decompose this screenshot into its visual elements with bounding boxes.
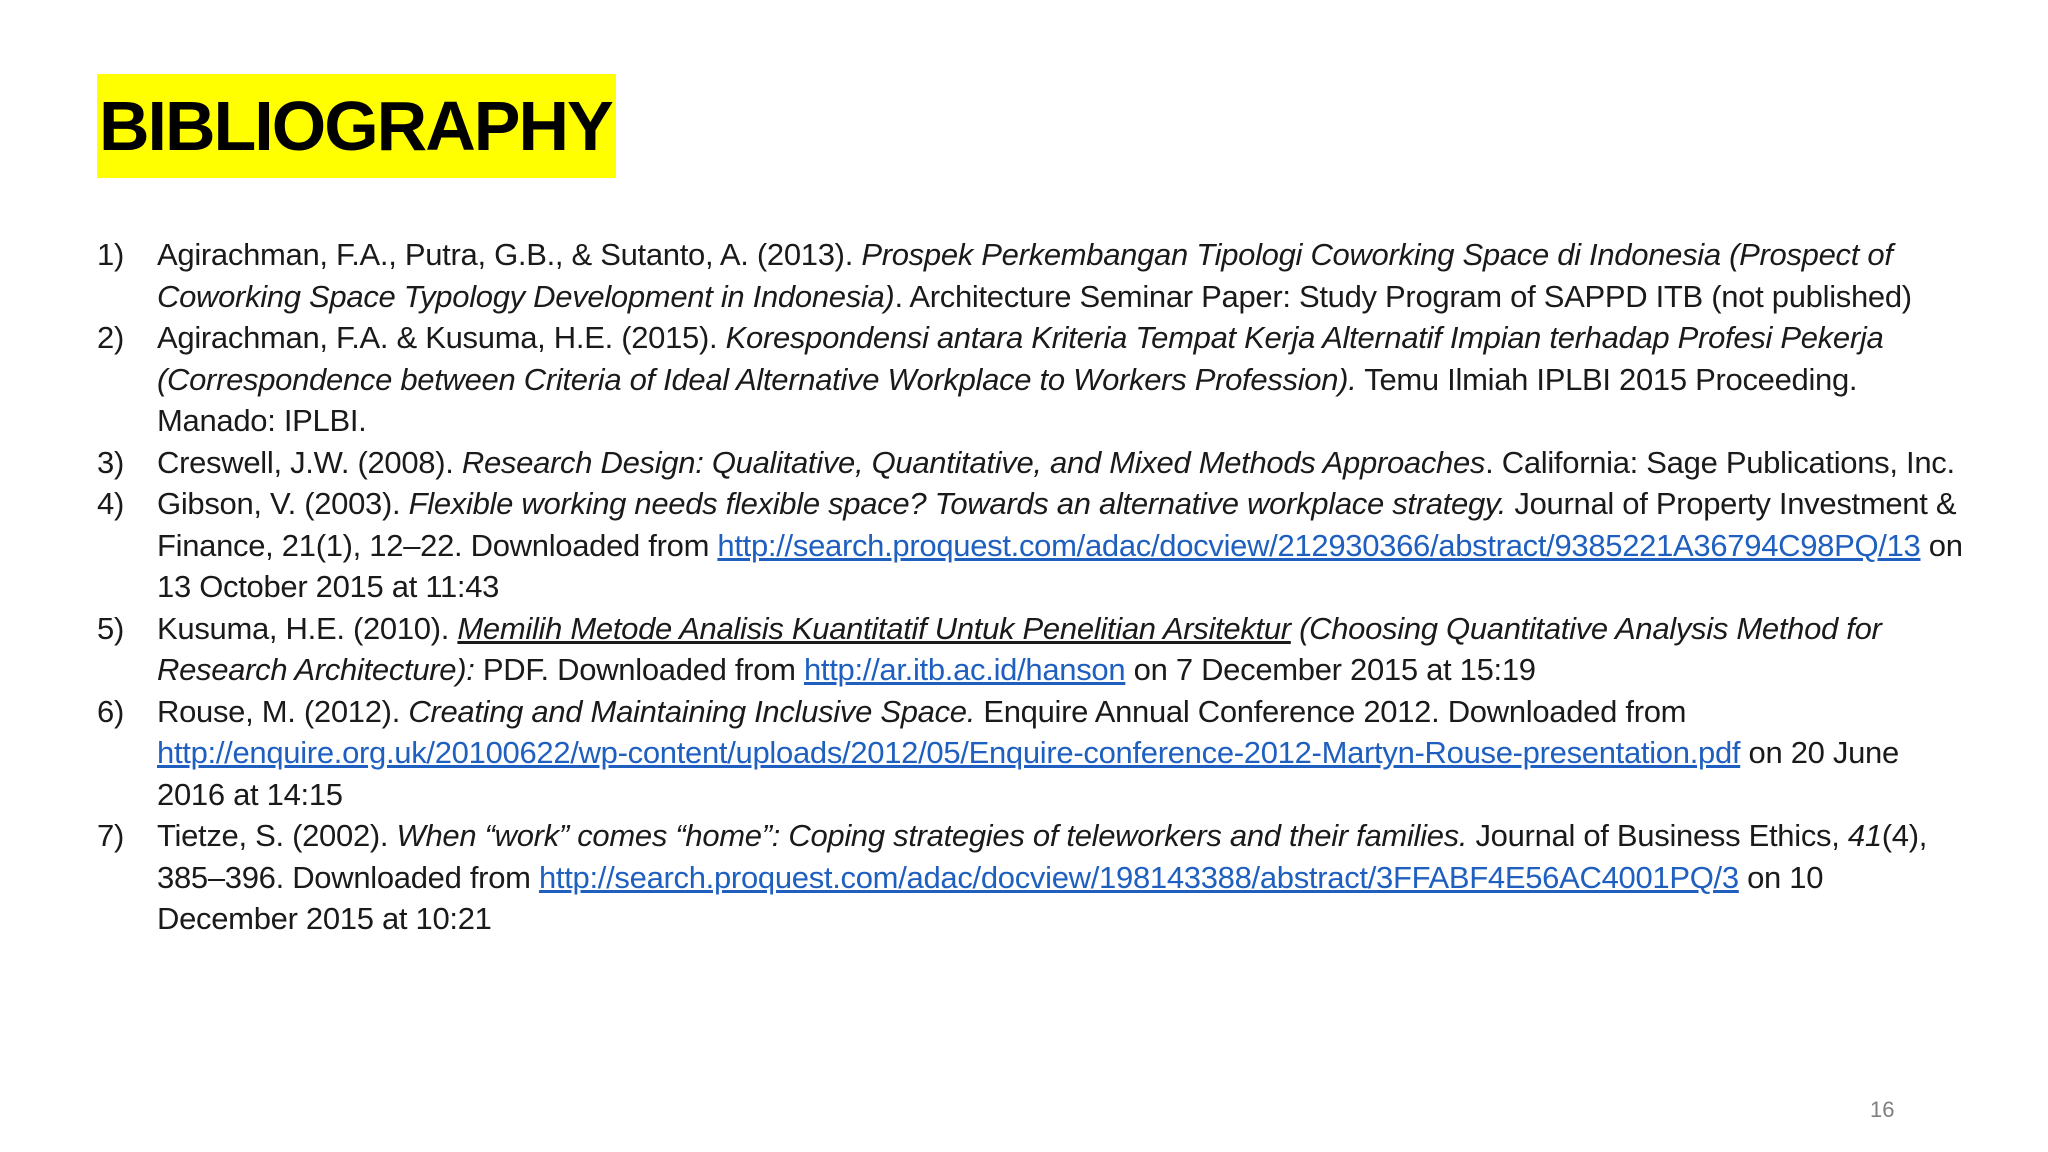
reference-number: 1) [97, 237, 124, 272]
title-highlight [97, 74, 616, 178]
reference-number: 4) [97, 486, 124, 521]
reference-title: (Choosing Quantitative Analysis Method for Research Architecture): [157, 610, 1882, 687]
reference-list [97, 234, 1967, 940]
reference-item [97, 691, 1967, 816]
reference-author: Tietze, S. (2002). [157, 818, 397, 853]
reference-author: Agirachman, F.A. & Kusuma, H.E. (2015). [157, 320, 726, 355]
reference-source: PDF. Downloaded from [474, 652, 804, 687]
reference-pages: (4), 385–396. Downloaded from [157, 818, 1928, 895]
reference-title: Prospek Perkembangan Tipologi Coworking Space di Indonesia (Prospect of Coworking Space Typology Development in Indonesia) [157, 237, 1893, 314]
reference-author: Rouse, M. (2012). [157, 693, 409, 729]
reference-volume: 41 [1847, 818, 1882, 853]
reference-author: Creswell, J.W. (2008). [157, 444, 462, 480]
reference-number: 2) [97, 320, 124, 355]
reference-link[interactable]: http://search.proquest.com/adac/docview/212930366/abstract/9385221A36794C98PQ/13 [717, 527, 1921, 563]
reference-title: Research Design: Qualitative, Quantitative, and Mixed Methods Approaches [461, 444, 1486, 480]
reference-source: . California: Sage Publications, Inc. [1485, 444, 1955, 480]
reference-text [157, 317, 1967, 442]
reference-title: Korespondensi antara Kriteria Tempat Kerja Alternatif Impian terhadap Profesi Pekerja (Correspondence between Criteria of Ideal Alternative Workplace to Workers Profession). [157, 320, 1884, 397]
reference-item [97, 317, 1967, 442]
reference-link[interactable]: http://search.proquest.com/adac/docview/198143388/abstract/3FFABF4E56AC4001PQ/3 [538, 859, 1739, 895]
reference-access-date: on 10 December 2015 at 10:21 [157, 859, 1824, 936]
reference-access-date: on 20 June 2016 at 14:15 [157, 735, 1899, 812]
reference-link[interactable]: http://enquire.org.uk/20100622/wp-content/uploads/2012/05/Enquire-conference-2012-Martyn-Rouse-presentation.pdf [157, 735, 1741, 770]
reference-author: Agirachman, F.A., Putra, G.B., & Sutanto, A. (2013). [157, 237, 862, 272]
reference-text [157, 234, 1967, 317]
reference-item [97, 608, 1967, 691]
reference-author: Gibson, V. (2003). [157, 486, 409, 521]
reference-text [157, 815, 1967, 940]
reference-item [97, 234, 1967, 317]
reference-number: 7) [97, 818, 124, 853]
reference-title-underlined: Memilih Metode Analisis Kuantitatif Untuk Penelitian Arsitektur [457, 610, 1291, 646]
reference-link[interactable]: http://ar.itb.ac.id/hanson [803, 652, 1126, 687]
reference-text [157, 442, 1967, 484]
reference-number: 3) [97, 444, 124, 480]
reference-title: Creating and Maintaining Inclusive Space. [408, 693, 976, 729]
reference-text [157, 691, 1967, 816]
reference-source: . Architecture Seminar Paper: Study Program of SAPPD ITB (not published) [894, 278, 1912, 314]
reference-text [157, 483, 1967, 608]
reference-number: 5) [97, 610, 124, 646]
reference-source: Enquire Annual Conference 2012. Downloaded from [975, 693, 1687, 729]
reference-source: Journal of Business Ethics, [1467, 818, 1848, 853]
reference-title: Flexible working needs flexible space? Towards an alternative workplace strategy. [408, 486, 1507, 521]
reference-item [97, 815, 1967, 940]
reference-access-date: on 7 December 2015 at 15:19 [1125, 652, 1536, 687]
reference-author: Kusuma, H.E. (2010). [157, 610, 458, 646]
page-number: 16 [1870, 1097, 1895, 1122]
reference-text [157, 608, 1967, 691]
slide-title: BIBLIOGRAPHY [99, 87, 612, 165]
reference-access-date: on 13 October 2015 at 11:43 [157, 527, 1963, 604]
reference-item [97, 442, 1967, 484]
reference-number: 6) [97, 693, 124, 729]
reference-source: Journal of Property Investment & Finance, 21(1), 12–22. Downloaded from [157, 486, 1957, 563]
reference-item [97, 483, 1967, 608]
reference-source: Temu Ilmiah IPLBI 2015 Proceeding. Manado: IPLBI. [157, 361, 1858, 438]
reference-title: When “work” comes “home”: Coping strategies of teleworkers and their families. [396, 818, 1468, 853]
